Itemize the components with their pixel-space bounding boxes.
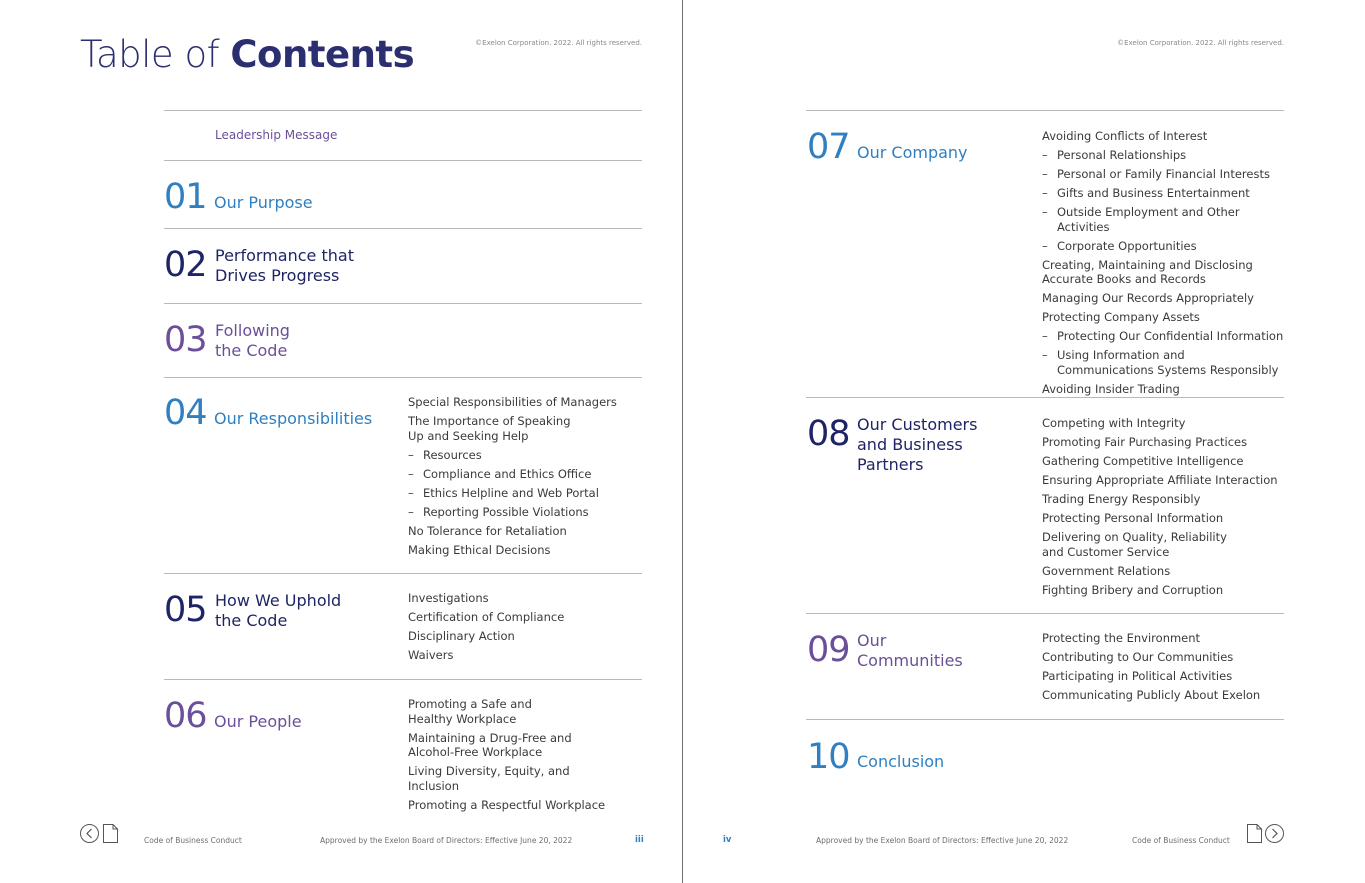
toc-topic[interactable]: Investigations: [408, 591, 489, 605]
toc-subtopic[interactable]: – Compliance and Ethics Office: [408, 467, 618, 482]
section-title: Conclusion: [857, 752, 945, 771]
divider: [164, 679, 642, 680]
section-title: Performance that Drives Progress: [215, 246, 354, 285]
section-title: Our Company: [857, 143, 968, 162]
toc-topic[interactable]: Waivers: [408, 648, 454, 662]
toc-topic[interactable]: Managing Our Records Appropriately: [1042, 291, 1254, 305]
divider: [806, 719, 1284, 720]
toc-topic[interactable]: Contributing to Our Communities: [1042, 650, 1234, 664]
right-page: [683, 0, 1365, 883]
toc-topic[interactable]: Protecting the Environment: [1042, 631, 1201, 645]
section-number: 08: [807, 414, 850, 454]
toc-topic[interactable]: Promoting a Respectful Workplace: [408, 797, 606, 812]
toc-topic[interactable]: Gathering Competitive Intelligence: [1042, 454, 1244, 468]
divider: [164, 228, 642, 229]
document-name: Code of Business Conduct: [144, 836, 242, 845]
document-name: Code of Business Conduct: [1132, 836, 1230, 845]
toc-subtopic[interactable]: – Reporting Possible Violations: [408, 505, 618, 520]
page-number: iii: [635, 835, 644, 845]
toc-topic[interactable]: Fighting Bribery and Corruption: [1042, 582, 1224, 597]
toc-topic[interactable]: Disciplinary Action: [408, 629, 515, 643]
toc-topic[interactable]: Avoiding Insider Trading: [1042, 381, 1180, 396]
divider: [164, 573, 642, 574]
toc-topic[interactable]: Government Relations: [1042, 563, 1171, 578]
previous-page-button[interactable]: [80, 824, 99, 843]
toc-topic[interactable]: Competing with Integrity: [1042, 416, 1186, 430]
right-footer: [683, 823, 1365, 845]
section-title: Following the Code: [215, 321, 290, 360]
section-number: 06: [164, 696, 207, 736]
toc-topic[interactable]: Maintaining a Drug-Free and Alcohol-Free Workplace: [408, 730, 572, 759]
left-page: [0, 0, 682, 883]
section-number: 07: [807, 127, 850, 167]
toc-subtopic[interactable]: – Personal Relationships: [1042, 148, 1287, 163]
toc-subtopic[interactable]: – Outside Employment and Other Activities: [1042, 205, 1287, 234]
toc-topic[interactable]: Avoiding Conflicts of Interest: [1042, 129, 1208, 143]
section-number: 01: [164, 177, 207, 217]
section-title: Our People: [214, 712, 302, 731]
toc-topic[interactable]: No Tolerance for Retaliation: [408, 523, 567, 538]
divider: [164, 303, 642, 304]
toc-topic[interactable]: Ensuring Appropriate Affiliate Interaction: [1042, 473, 1278, 487]
section-number: 05: [164, 590, 207, 630]
page-number: iv: [723, 835, 732, 845]
toc-topic[interactable]: Promoting Fair Purchasing Practices: [1042, 435, 1248, 449]
divider: [806, 397, 1284, 398]
toc-subtopic[interactable]: – Resources: [408, 448, 618, 463]
toc-subtopic[interactable]: – Protecting Our Confidential Information: [1042, 329, 1287, 344]
toc-topic[interactable]: Delivering on Quality, Reliability and Customer Service: [1042, 530, 1227, 559]
toc-subtopic[interactable]: – Corporate Opportunities: [1042, 239, 1287, 254]
left-footer: [0, 823, 682, 845]
toc-topic[interactable]: Trading Energy Responsibly: [1042, 492, 1201, 506]
section-07-topics: [1042, 129, 1287, 401]
toc-topic[interactable]: Creating, Maintaining and Disclosing Accurate Books and Records: [1042, 257, 1253, 286]
chevron-right-icon: [1270, 828, 1279, 839]
toc-topic[interactable]: Special Responsibilities of Managers: [408, 395, 617, 409]
toc-subtopic[interactable]: – Personal or Family Financial Interests: [1042, 167, 1287, 182]
section-04-topics: [408, 395, 618, 562]
section-number: 04: [164, 393, 207, 433]
divider: [164, 377, 642, 378]
chevron-left-icon: [85, 828, 94, 839]
section-title: Our Responsibilities: [214, 409, 373, 428]
page-title: Table of Contents: [80, 33, 415, 76]
toc-subtopic[interactable]: – Ethics Helpline and Web Portal: [408, 486, 618, 501]
section-08-topics: [1042, 416, 1287, 602]
copyright-notice: ©Exelon Corporation. 2022. All rights reserved.: [475, 39, 642, 47]
section-title: Our Purpose: [214, 193, 313, 212]
page-icon[interactable]: [1247, 824, 1262, 843]
divider: [164, 160, 642, 161]
section-number: 02: [164, 245, 207, 285]
next-page-button[interactable]: [1265, 824, 1284, 843]
section-09-topics: [1042, 631, 1287, 707]
toc-topic[interactable]: Protecting Company Assets: [1042, 310, 1200, 324]
toc-topic[interactable]: The Importance of Speaking Up and Seeking Help: [408, 414, 571, 443]
toc-topic[interactable]: Certification of Compliance: [408, 610, 565, 624]
toc-subtopic[interactable]: – Using Information and Communications Systems Responsibly: [1042, 348, 1282, 377]
toc-subtopic[interactable]: – Gifts and Business Entertainment: [1042, 186, 1287, 201]
toc-topic[interactable]: Protecting Personal Information: [1042, 511, 1224, 525]
toc-link-leadership-message[interactable]: Leadership Message: [215, 128, 338, 142]
toc-topic[interactable]: Promoting a Safe and Healthy Workplace: [408, 697, 532, 726]
approval-note: Approved by the Exelon Board of Directors: Effective June 20, 2022: [816, 836, 1069, 845]
divider: [806, 110, 1284, 111]
section-number: 03: [164, 320, 207, 360]
divider: [164, 110, 642, 111]
page-icon[interactable]: [103, 824, 118, 843]
toc-topic[interactable]: Living Diversity, Equity, and Inclusion: [408, 764, 570, 793]
approval-note: Approved by the Exelon Board of Directors: Effective June 20, 2022: [320, 836, 573, 845]
copyright-notice: ©Exelon Corporation. 2022. All rights reserved.: [1117, 39, 1284, 47]
section-06-topics: [408, 697, 618, 817]
section-number: 10: [807, 737, 850, 777]
section-title: Our Customers and Business Partners: [857, 415, 978, 474]
toc-topic[interactable]: Participating in Political Activities: [1042, 669, 1233, 683]
divider: [806, 613, 1284, 614]
toc-topic[interactable]: Communicating Publicly About Exelon: [1042, 688, 1261, 702]
section-title: How We Uphold the Code: [215, 591, 342, 630]
section-number: 09: [807, 630, 850, 670]
section-title: Our Communities: [857, 631, 963, 670]
toc-topic[interactable]: Making Ethical Decisions: [408, 542, 551, 557]
section-05-topics: [408, 591, 618, 667]
